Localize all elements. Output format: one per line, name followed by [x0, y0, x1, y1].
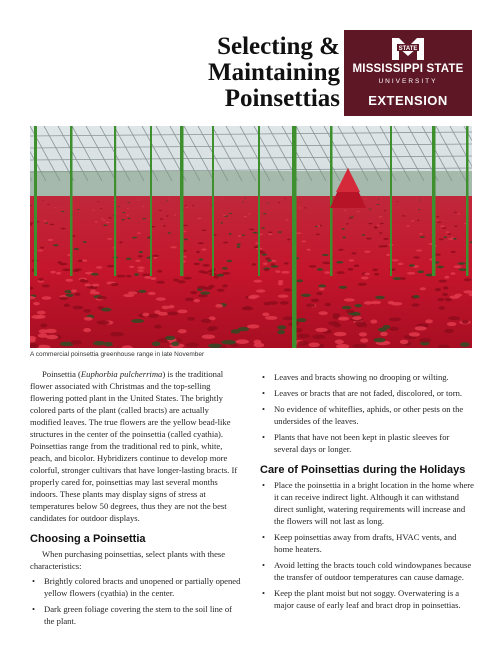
left-column [30, 368, 242, 631]
list-item: • Leaves and bracts showing no drooping or wilting. [262, 372, 449, 382]
right-column [260, 368, 474, 615]
choosing-list-left [30, 575, 242, 627]
document-title [150, 34, 340, 112]
care-list [260, 479, 474, 611]
university-subtitle: UNIVERSITY [378, 78, 438, 85]
list-item: • Place the poinsettia in a bright location in the home where it can receive indirect light. Although it can withstand direct sunlight, watering requirements will increase and the flowers will not last as long. [262, 480, 474, 526]
list-item: • Brightly colored bracts and unopened or partially opened yellow flowers (cyathia) in the center. [32, 576, 241, 598]
title-line-1: Selecting & [217, 33, 340, 60]
choosing-list-right [260, 371, 474, 455]
list-item: • Leaves or bracts that are not faded, discolored, or torn. [262, 388, 463, 398]
title-line-2: Maintaining [208, 59, 340, 86]
list-item: • No evidence of whiteflies, aphids, or other pests on the undersides of the leaves. [262, 404, 464, 426]
choosing-lead: When purchasing poinsettias, select plants with these characteristics: [30, 549, 226, 571]
title-line-3: Poinsettias [224, 85, 340, 112]
list-item: • Keep the plant moist but not soggy. Overwatering is a major cause of early leaf and bract drop in poinsettias. [262, 588, 461, 610]
care-heading: Care of Poinsettias during the Holidays [260, 464, 466, 476]
intro-paragraph: Poinsettia (Euphorbia pulcherrima) is the traditional flower associated with Christmas and the top-selling flowering potted plant in the United States. The brightly colored parts of the plant (called bracts) are actually modified leaves. The true flowers are the yellow bead-like structures in the center of the poinsettia (called cyathia). Poinsettias range from the traditional red to pink, white, peach, and bicolor. Hybridizers continue to develop more colorful, stronger cultivars that have longer-lasting bracts. If properly cared for, poinsettias may last several months indoors. These plants may display signs of stress at temperatures below 50 degrees, thus they are not the best candidates for outdoor displays. [30, 369, 238, 523]
list-item: • Keep poinsettias away from drafts, HVAC vents, and home heaters. [262, 532, 457, 554]
greenhouse-photo [30, 126, 472, 348]
choosing-heading: Choosing a Poinsettia [30, 533, 146, 545]
emblem-text: STATE [398, 46, 418, 52]
photo-caption: A commercial poinsettia greenhouse range in late November [30, 351, 205, 358]
msu-extension-logo [344, 30, 472, 116]
list-item: • Avoid letting the bracts touch cold windowpanes because the transfer of outdoor temperatures can cause damage. [262, 560, 472, 582]
scientific-name: Euphorbia pulcherrima [80, 369, 163, 379]
msu-m-emblem-icon [390, 36, 426, 62]
list-item: • Plants that have not been kept in plastic sleeves for several days or longer. [262, 432, 450, 454]
university-name: MISSISSIPPI STATE [352, 63, 464, 75]
extension-label: EXTENSION [368, 93, 448, 108]
list-item: • Dark green foliage covering the stem to the soil line of the plant. [32, 604, 233, 626]
